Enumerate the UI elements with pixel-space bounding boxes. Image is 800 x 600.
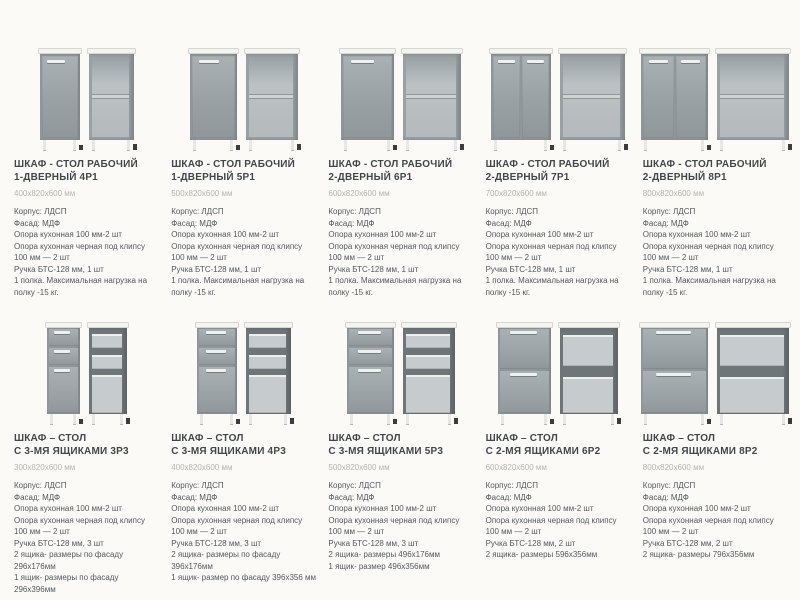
spec-line: Опора кухонная 100 мм-2 шт — [14, 230, 122, 239]
product-specs — [486, 206, 631, 298]
spec-line: Опора кухонная 100 мм-2 шт — [642, 230, 751, 239]
drawer-handle-icon — [656, 373, 691, 376]
cabinet-body — [190, 54, 237, 140]
drawer-front — [49, 329, 78, 346]
cabinet-closed-illustration — [190, 48, 237, 150]
spec-line: Ручка БТС-128 мм, 2 шт — [485, 538, 576, 548]
spec-line: Ручка БТС-128 мм, 3 шт — [171, 538, 262, 548]
product-dimensions: 400х820х600 мм — [171, 463, 233, 472]
spec-line: 1 полка. Максимальная нагрузка на полку -15 кг. — [14, 276, 148, 297]
cabinet-interior — [406, 57, 456, 137]
spec-line: Опора кухонная черная под клипсу 100 мм — 2 шт — [328, 241, 460, 262]
cabinet-open-illustration — [717, 48, 789, 150]
product-dimensions: 700х820х600 мм — [485, 189, 547, 198]
cabinet-leg — [387, 140, 390, 150]
cabinet-open-illustration — [89, 48, 134, 150]
product-image — [14, 8, 159, 155]
cabinet-leg — [720, 140, 723, 150]
spec-line: Корпус: ЛДСП — [328, 481, 381, 490]
spec-line: Корпус: ЛДСП — [642, 207, 696, 216]
spec-line: 1 полка. Максимальная нагрузка на полку -15 кг. — [642, 276, 776, 297]
cabinet-closed-illustration — [641, 48, 708, 150]
cabinet-open-illustration — [560, 48, 625, 150]
product-card-8Р2 — [643, 312, 788, 595]
drawer-front — [199, 329, 235, 346]
product-title-line2: С 2-МЯ ЯЩИКАМИ 8Р2 — [642, 446, 758, 457]
door-handle-icon — [681, 60, 700, 63]
cabinet-adjustable-foot-icon — [460, 144, 464, 150]
spec-line: Опора кухонная 100 мм-2 шт — [171, 230, 280, 239]
open-drawer-box — [406, 334, 450, 348]
cabinet-open-illustration — [246, 48, 298, 150]
cabinet-leg — [563, 140, 566, 150]
cabinet-door — [493, 56, 520, 138]
cabinet-open-frame — [717, 328, 789, 414]
product-dimensions: 600х820х600 мм — [485, 463, 547, 472]
spec-line: Корпус: ЛДСП — [14, 207, 67, 216]
cabinet-shelf — [720, 94, 784, 99]
cabinet-adjustable-foot-icon — [707, 419, 711, 424]
drawer-front — [199, 367, 235, 413]
cabinet-leg — [249, 140, 252, 150]
spec-line: 2 ящика- размеры по фасаду 396х176мм — [171, 550, 281, 571]
cabinet-closed-illustration — [498, 322, 551, 424]
cabinet-body — [341, 54, 394, 140]
product-title — [486, 158, 631, 184]
product-title — [14, 158, 159, 184]
door-handle-icon — [199, 60, 220, 63]
spec-line: Фасад: МДФ — [171, 492, 218, 502]
drawer-front — [349, 348, 392, 365]
drawer-front — [500, 371, 549, 413]
drawer-handle-icon — [510, 331, 537, 334]
cabinet-interior — [563, 57, 620, 137]
cabinet-body — [641, 54, 708, 140]
product-title-line1: ШКАФ – СТОЛ — [171, 433, 244, 444]
cabinet-leg — [406, 414, 409, 424]
spec-line: 1 ящик- размеры по фасаду 296х396мм — [14, 573, 119, 594]
cabinet-leg — [50, 414, 53, 424]
spec-line: Ручка БТС-128 мм, 1 шт — [171, 264, 262, 274]
cabinet-open-frame — [89, 54, 134, 140]
product-image — [328, 312, 473, 429]
cabinet-leg — [494, 140, 497, 150]
cabinet-leg — [249, 414, 252, 424]
product-title-line1: ШКАФ – СТОЛ — [642, 433, 716, 444]
drawer-front — [49, 348, 78, 365]
cabinet-closed-illustration — [347, 322, 394, 424]
cabinet-door — [192, 56, 235, 138]
cabinet-adjustable-foot-icon — [236, 419, 240, 424]
spec-line: Фасад: МДФ — [485, 492, 532, 502]
cabinet-body — [498, 328, 551, 414]
spec-line: Ручка БТС-128 мм, 1 шт — [14, 264, 104, 274]
spec-line: Опора кухонная черная под клипсу 100 мм — 2 шт — [642, 515, 774, 536]
product-title-line2: С 3-МЯ ЯЩИКАМИ 3Р3 — [14, 446, 129, 457]
spec-line: Корпус: ЛДСП — [642, 481, 696, 490]
cabinet-leg — [611, 414, 614, 424]
drawer-handle-icon — [206, 350, 226, 353]
drawer-handle-icon — [358, 369, 382, 372]
cabinet-adjustable-foot-icon — [550, 419, 554, 424]
product-title-line2: С 2-МЯ ЯЩИКАМИ 6Р2 — [485, 446, 601, 457]
door-handle-icon — [498, 60, 515, 63]
product-title — [643, 158, 788, 184]
spec-line: Фасад: МДФ — [642, 218, 689, 228]
door-handle-icon — [649, 60, 668, 63]
cabinet-interior — [249, 57, 293, 137]
spec-line: Опора кухонная 100 мм-2 шт — [328, 230, 437, 239]
cabinet-leg — [644, 140, 647, 150]
product-image — [14, 312, 159, 429]
drawer-handle-icon — [206, 331, 226, 334]
cabinet-open-frame — [403, 54, 461, 140]
product-dimensions: 400х820х600 мм — [14, 189, 76, 198]
cabinet-leg — [344, 140, 347, 150]
product-specs — [14, 480, 159, 595]
spec-line: Опора кухонная 100 мм-2 шт — [642, 504, 751, 513]
spec-line: Корпус: ЛДСП — [485, 207, 539, 216]
product-specs — [486, 480, 631, 561]
product-title-line1: ШКАФ – СТОЛ — [328, 433, 401, 444]
cabinet-door — [643, 56, 674, 138]
product-card-8Р1 — [643, 8, 788, 298]
cabinet-leg — [387, 414, 390, 424]
product-card-4Р1 — [14, 8, 159, 298]
spec-line: Опора кухонная черная под клипсу 100 мм — 2 шт — [485, 241, 617, 262]
open-drawer-box — [249, 375, 286, 413]
cabinet-shelf — [406, 94, 456, 99]
spec-line: Опора кухонная черная под клипсу 100 мм — 2 шт — [14, 241, 145, 262]
spec-line: 1 ящик- размер 496х356мм — [328, 561, 430, 571]
spec-line: Ручка БТС-128 мм, 3 шт — [328, 538, 419, 548]
cabinet-closed-illustration — [341, 48, 394, 150]
cabinet-leg — [448, 414, 451, 424]
product-title-line2: С 3-МЯ ЯЩИКАМИ 4Р3 — [171, 446, 286, 457]
product-image — [328, 8, 473, 155]
spec-line: Ручка БТС-128 мм, 1 шт — [642, 264, 733, 274]
spec-line: Корпус: ЛДСП — [328, 207, 381, 216]
spec-line: Ручка БТС-128 мм, 3 шт — [14, 538, 104, 548]
product-title-line1: ШКАФ - СТОЛ РАБОЧИЙ — [642, 159, 767, 170]
cabinet-adjustable-foot-icon — [297, 144, 301, 150]
cabinet-body — [40, 54, 80, 140]
cabinet-open-illustration — [717, 322, 789, 424]
product-title — [486, 432, 631, 458]
open-drawer-box — [563, 377, 613, 413]
cabinet-leg — [701, 414, 704, 424]
product-title-line1: ШКАФ – СТОЛ — [485, 433, 558, 444]
cabinet-adjustable-foot-icon — [126, 418, 130, 424]
cabinet-body — [197, 328, 237, 414]
spec-line: Ручка БТС-128 мм, 1 шт — [485, 264, 576, 274]
product-card-7Р1 — [486, 8, 631, 298]
product-title-line2: 1-ДВЕРНЫЙ 5Р1 — [171, 172, 256, 183]
cabinet-leg — [43, 140, 46, 150]
spec-line: Ручка БТС-128 мм, 1 шт — [328, 264, 419, 274]
cabinet-adjustable-foot-icon — [624, 144, 628, 150]
cabinet-closed-illustration — [40, 48, 80, 150]
cabinet-open-illustration — [403, 48, 461, 150]
product-dimensions: 600х820х600 мм — [328, 189, 390, 198]
cabinet-leg — [618, 140, 621, 150]
cabinet-adjustable-foot-icon — [788, 144, 792, 150]
cabinet-leg — [73, 140, 76, 150]
cabinet-adjustable-foot-icon — [550, 145, 554, 150]
cabinet-leg — [701, 140, 704, 150]
cabinet-door — [343, 56, 392, 138]
drawer-front — [349, 329, 392, 346]
product-title-line2: 2-ДВЕРНЫЙ 7Р1 — [485, 172, 570, 183]
cabinet-leg — [92, 140, 95, 150]
spec-line: Опора кухонная черная под клипсу 100 мм — 2 шт — [485, 515, 617, 536]
product-dimensions: 800х820х600 мм — [642, 189, 705, 198]
cabinet-closed-illustration — [47, 322, 80, 424]
cabinet-leg — [230, 140, 233, 150]
product-title — [643, 432, 788, 458]
spec-line: Опора кухонная черная под клипсу 100 мм — 2 шт — [171, 515, 303, 536]
cabinet-open-illustration — [246, 322, 291, 424]
product-specs — [171, 206, 316, 298]
product-image — [171, 8, 316, 155]
product-dimensions: 300х820х600 мм — [14, 463, 76, 472]
cabinet-leg — [644, 414, 647, 424]
product-specs — [14, 206, 159, 298]
drawer-front — [643, 371, 706, 413]
spec-line: Ручка БТС-128 мм, 2 шт — [642, 538, 733, 548]
product-dimensions: 800х820х600 мм — [642, 463, 705, 472]
door-handle-icon — [351, 60, 375, 63]
spec-line: Опора кухонная черная под клипсу 100 мм — 2 шт — [171, 241, 303, 262]
open-drawer-box — [563, 335, 613, 366]
product-title-line1: ШКАФ - СТОЛ РАБОЧИЙ — [171, 159, 296, 170]
product-image — [643, 8, 788, 155]
drawer-handle-icon — [656, 331, 691, 334]
product-title-line1: ШКАФ - СТОЛ РАБОЧИЙ — [328, 159, 453, 170]
drawer-front — [349, 367, 392, 413]
cabinet-leg — [200, 414, 203, 424]
product-card-3Р3 — [14, 312, 159, 595]
cabinet-leg — [127, 140, 130, 150]
cabinet-adjustable-foot-icon — [617, 418, 621, 424]
drawer-handle-icon — [54, 350, 70, 353]
spec-line: Опора кухонная 100 мм-2 шт — [14, 504, 122, 513]
spec-line: 1 полка. Максимальная нагрузка на полку -15 кг. — [485, 276, 619, 297]
cabinet-leg — [193, 140, 196, 150]
product-card-5Р1 — [171, 8, 316, 298]
cabinet-adjustable-foot-icon — [133, 144, 137, 150]
spec-line: Фасад: МДФ — [14, 492, 61, 502]
spec-line: Фасад: МДФ — [14, 218, 61, 228]
spec-line: Опора кухонная 100 мм-2 шт — [485, 230, 594, 239]
spec-line: Опора кухонная 100 мм-2 шт — [328, 504, 437, 513]
product-title-line1: ШКАФ - СТОЛ РАБОЧИЙ — [14, 159, 138, 170]
product-card-4Р3 — [171, 312, 316, 595]
product-specs — [643, 206, 788, 298]
door-handle-icon — [47, 60, 64, 63]
cabinet-leg — [92, 414, 95, 424]
product-title — [14, 432, 159, 458]
product-title-line2: 1-ДВЕРНЫЙ 4Р1 — [14, 172, 98, 183]
product-title — [328, 432, 473, 458]
spec-line: 1 полка. Максимальная нагрузка на полку -15 кг. — [328, 276, 462, 297]
drawer-front — [643, 329, 706, 369]
cabinet-body — [347, 328, 394, 414]
spec-line: Опора кухонная черная под клипсу 100 мм — 2 шт — [328, 515, 460, 536]
drawer-handle-icon — [358, 350, 382, 353]
cabinet-leg — [563, 414, 566, 424]
cabinet-door — [522, 56, 549, 138]
cabinet-leg — [291, 140, 294, 150]
drawer-handle-icon — [54, 331, 70, 334]
product-image — [486, 8, 631, 155]
cabinet-open-frame — [560, 54, 625, 140]
cabinet-open-frame — [246, 328, 291, 414]
door-handle-icon — [527, 60, 544, 63]
cabinet-open-frame — [560, 328, 618, 414]
open-drawer-box — [92, 355, 122, 369]
cabinet-adjustable-foot-icon — [79, 145, 83, 150]
spec-line: 2 ящика- размеры по фасаду 296х176мм — [14, 550, 124, 571]
cabinet-leg — [720, 414, 723, 424]
open-drawer-box — [406, 375, 450, 413]
cabinet-open-frame — [246, 54, 298, 140]
spec-line: Фасад: МДФ — [328, 218, 375, 228]
cabinet-open-frame — [717, 54, 789, 140]
spec-line: 1 полка. Максимальная нагрузка на полку -15 кг. — [171, 276, 305, 297]
cabinet-open-frame — [403, 328, 455, 414]
open-drawer-box — [92, 334, 122, 348]
spec-line: Фасад: МДФ — [485, 218, 532, 228]
open-drawer-box — [720, 335, 784, 366]
drawer-front — [500, 329, 549, 369]
cabinet-leg — [350, 414, 353, 424]
drawer-handle-icon — [510, 373, 537, 376]
spec-line: Опора кухонная черная под клипсу 100 мм — 2 шт — [642, 241, 774, 262]
spec-line: Опора кухонная 100 мм-2 шт — [171, 504, 280, 513]
spec-line: 2 ящика- размеры 796х356мм — [642, 550, 755, 559]
product-specs — [328, 206, 473, 298]
cabinet-closed-illustration — [197, 322, 237, 424]
cabinet-leg — [284, 414, 287, 424]
cabinet-shelf — [249, 94, 293, 99]
product-title-line2: 2-ДВЕРНЫЙ 6Р1 — [328, 172, 413, 183]
cabinet-door — [42, 56, 78, 138]
spec-line: Фасад: МДФ — [642, 492, 689, 502]
cabinet-adjustable-foot-icon — [290, 418, 294, 424]
product-title-line2: С 3-МЯ ЯЩИКАМИ 5Р3 — [328, 446, 444, 457]
cabinet-shelf — [563, 94, 620, 99]
cabinet-leg — [454, 140, 457, 150]
spec-line: Фасад: МДФ — [171, 218, 218, 228]
cabinet-shelf — [92, 94, 129, 99]
product-specs — [643, 480, 788, 561]
product-image — [643, 312, 788, 429]
spec-line: 2 ящика- размеры 496х176мм — [328, 550, 440, 559]
cabinet-leg — [406, 140, 409, 150]
open-drawer-box — [92, 375, 122, 413]
product-image — [171, 312, 316, 429]
cabinet-open-illustration — [403, 322, 455, 424]
spec-line: Корпус: ЛДСП — [171, 207, 224, 216]
open-drawer-box — [249, 355, 286, 369]
product-card-5Р3 — [328, 312, 473, 595]
product-card-6Р2 — [486, 312, 631, 595]
cabinet-leg — [501, 414, 504, 424]
product-title-line2: 2-ДВЕРНЫЙ 8Р1 — [642, 172, 727, 183]
cabinet-open-illustration — [89, 322, 127, 424]
drawer-front — [199, 348, 235, 365]
product-dimensions: 500х820х600 мм — [171, 189, 233, 198]
cabinet-leg — [73, 414, 76, 424]
open-drawer-box — [720, 377, 784, 413]
cabinet-leg — [120, 414, 123, 424]
cabinet-leg — [782, 414, 785, 424]
cabinet-open-illustration — [560, 322, 618, 424]
cabinet-leg — [230, 414, 233, 424]
product-card-6Р1 — [328, 8, 473, 298]
product-specs — [328, 480, 473, 572]
product-title — [171, 432, 316, 458]
cabinet-body — [491, 54, 551, 140]
spec-line: 1 ящик- размер по фасаду 396х356 мм — [171, 573, 317, 582]
product-specs — [171, 480, 316, 584]
cabinet-adjustable-foot-icon — [393, 145, 397, 150]
product-dimensions: 500х820х600 мм — [328, 463, 390, 472]
cabinet-adjustable-foot-icon — [393, 419, 397, 424]
cabinet-closed-illustration — [641, 322, 708, 424]
product-image — [486, 312, 631, 429]
cabinet-body — [47, 328, 80, 414]
spec-line: Фасад: МДФ — [328, 492, 375, 502]
cabinet-adjustable-foot-icon — [788, 418, 792, 424]
drawer-handle-icon — [206, 369, 226, 372]
cabinet-adjustable-foot-icon — [79, 419, 83, 424]
open-drawer-box — [249, 334, 286, 348]
spec-line: Корпус: ЛДСП — [14, 481, 67, 490]
cabinet-open-frame — [89, 328, 127, 414]
drawer-front — [49, 367, 78, 413]
cabinet-closed-illustration — [491, 48, 551, 150]
spec-line: Опора кухонная 100 мм-2 шт — [485, 504, 594, 513]
cabinet-leg — [782, 140, 785, 150]
drawer-handle-icon — [54, 369, 70, 372]
cabinet-leg — [544, 140, 547, 150]
spec-line: Опора кухонная черная под клипсу 100 мм — 2 шт — [14, 515, 145, 536]
spec-line: Корпус: ЛДСП — [171, 481, 224, 490]
product-title — [171, 158, 316, 184]
open-drawer-box — [406, 355, 450, 369]
product-title-line1: ШКАФ – СТОЛ — [14, 433, 87, 444]
drawer-handle-icon — [358, 331, 382, 334]
cabinet-adjustable-foot-icon — [454, 418, 458, 424]
spec-line: Корпус: ЛДСП — [485, 481, 539, 490]
spec-line: 2 ящика- размеры 596х356мм — [485, 550, 598, 559]
cabinet-door — [676, 56, 707, 138]
cabinet-interior — [92, 57, 129, 137]
product-title — [328, 158, 473, 184]
cabinet-interior — [720, 57, 784, 137]
product-title-line1: ШКАФ - СТОЛ РАБОЧИЙ — [485, 159, 610, 170]
cabinet-adjustable-foot-icon — [707, 145, 711, 150]
cabinet-adjustable-foot-icon — [236, 145, 240, 150]
cabinet-leg — [544, 414, 547, 424]
cabinet-body — [641, 328, 708, 414]
